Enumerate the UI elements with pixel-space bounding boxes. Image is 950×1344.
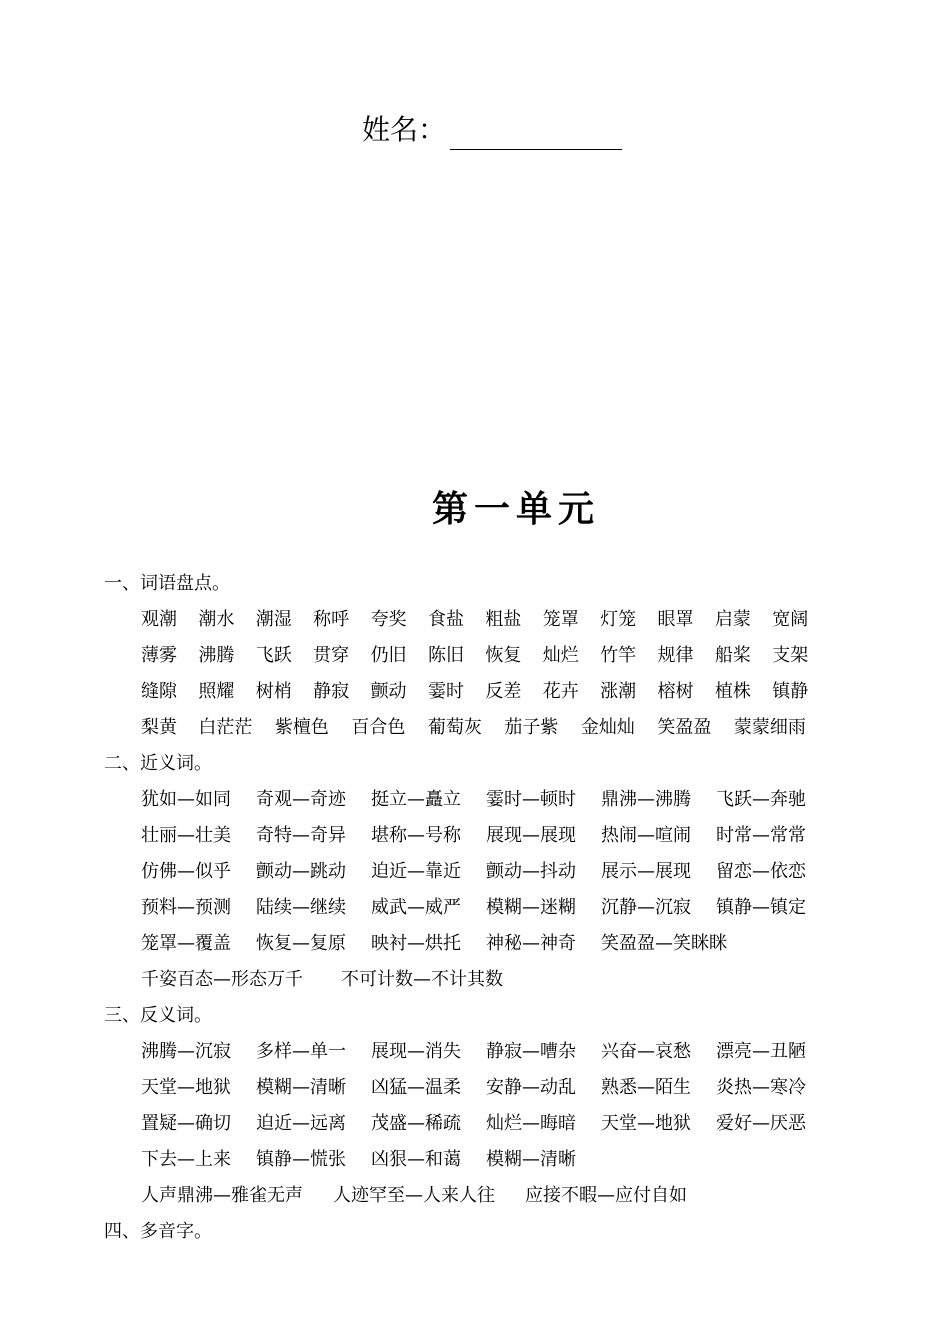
vocab-word: 百合色 [351,717,406,738]
synonym-pair: 霎时—顿时 [486,789,576,810]
vocab-word: 白茫茫 [198,717,253,738]
synonym-pair: 奇观—奇迹 [256,789,346,810]
vocab-word: 粗盐 [485,609,522,630]
section-heading-synonyms: 二、近义词。 [104,753,212,774]
synonym-pair: 堪称—号称 [371,825,461,846]
vocab-word: 反差 [485,681,522,702]
vocab-word: 花卉 [542,681,579,702]
antonym-row [141,1034,808,1070]
vocab-word: 榕树 [657,681,694,702]
vocab-word: 仍旧 [370,645,407,666]
vocab-word: 薄雾 [141,645,177,666]
vocab-word: 镇静 [772,681,809,702]
vocab-word: 静寂 [313,681,350,702]
vocab-word: 笑盈盈 [657,717,712,738]
section-heading-antonyms: 三、反义词。 [104,1005,212,1026]
vocab-word: 贯穿 [313,645,350,666]
antonym-pair: 熟悉—陌生 [601,1077,691,1098]
antonym-pair: 静寂—嘈杂 [486,1041,576,1062]
vocab-word: 紫檀色 [274,717,329,738]
synonym-pair: 笑盈盈—笑眯眯 [601,933,727,954]
synonym-pair: 陆续—继续 [256,897,346,918]
name-blank-line [450,115,622,150]
antonym-row [141,1142,808,1178]
vocab-word: 食盐 [427,609,464,630]
synonym-pair: 犹如—如同 [141,789,231,810]
antonym-pair: 模糊—清晰 [486,1149,576,1170]
vocab-word: 涨潮 [600,681,637,702]
synonym-pair: 壮丽—壮美 [141,825,231,846]
synonym-pair: 预料—预测 [141,897,231,918]
antonym-pair: 兴奋—哀愁 [601,1041,691,1062]
synonym-row [141,782,808,818]
synonym-pair: 千姿百态—形态万千 [141,969,303,990]
synonym-pair: 鼎沸—沸腾 [601,789,691,810]
synonym-pair: 展示—展现 [601,861,691,882]
vocab-word: 植株 [714,681,751,702]
vocab-word: 规律 [657,645,694,666]
synonym-row [141,890,808,926]
synonym-pair: 威武—威严 [371,897,461,918]
antonym-pair: 天堂—地狱 [141,1077,231,1098]
name-label: 姓名： [362,113,447,146]
vocab-word: 笼罩 [542,609,579,630]
vocab-word: 船桨 [714,645,751,666]
synonym-pair: 恢复—复原 [256,933,346,954]
antonym-row [141,1106,808,1142]
vocab-word: 潮湿 [255,609,292,630]
vocab-word: 茄子紫 [504,717,559,738]
vocab-word: 灯笼 [600,609,637,630]
worksheet-content [104,566,808,1250]
vocab-word: 观潮 [141,609,177,630]
vocab-word: 树梢 [255,681,292,702]
antonym-pair: 凶狠—和蔼 [371,1149,461,1170]
synonym-row [141,818,808,854]
synonym-pair: 飞跃—奔驰 [716,789,806,810]
antonym-pair: 炎热—寒冷 [716,1077,806,1098]
synonym-pair: 颤动—抖动 [486,861,576,882]
antonym-pair: 多样—单一 [256,1041,346,1062]
synonym-pair: 沉静—沉寂 [601,897,691,918]
antonym-pair: 人声鼎沸—雅雀无声 [141,1185,303,1206]
synonym-pair: 热闹—喧闹 [601,825,691,846]
antonym-pair: 下去—上来 [141,1149,231,1170]
vocab-word: 称呼 [313,609,350,630]
synonym-pair: 模糊—迷糊 [486,897,576,918]
vocab-word: 照耀 [198,681,235,702]
antonym-pair: 灿烂—晦暗 [486,1113,576,1134]
vocab-word: 沸腾 [198,645,235,666]
vocab-word: 眼罩 [657,609,694,630]
synonym-pair: 仿佛—似乎 [141,861,231,882]
synonym-pair: 展现—展现 [486,825,576,846]
synonym-pair: 神秘—神奇 [486,933,576,954]
vocab-word: 葡萄灰 [427,717,482,738]
antonym-pair: 人迹罕至—人来人往 [333,1185,495,1206]
unit-title: 第一单元 [431,488,600,530]
antonym-pair: 安静—动乱 [486,1077,576,1098]
synonym-pair: 镇静—镇定 [716,897,806,918]
vocab-word: 支架 [772,645,809,666]
antonym-pair: 迫近—远离 [256,1113,346,1134]
synonym-pair: 颤动—跳动 [256,861,346,882]
vocab-word: 梨黄 [141,717,177,738]
synonym-pair: 奇特—奇异 [256,825,346,846]
vocab-word: 金灿灿 [580,717,635,738]
vocab-word: 飞跃 [255,645,292,666]
antonym-pair: 凶猛—温柔 [371,1077,461,1098]
synonym-row [141,926,808,962]
vocab-row [141,602,808,638]
antonym-pair: 置疑—确切 [141,1113,231,1134]
antonym-pair: 应接不暇—应付自如 [525,1185,687,1206]
vocab-word: 缝隙 [141,681,177,702]
vocab-word: 霎时 [427,681,464,702]
antonym-pair: 展现—消失 [371,1041,461,1062]
antonym-pair: 沸腾—沉寂 [141,1041,231,1062]
synonym-pair: 挺立—矗立 [371,789,461,810]
vocab-word: 潮水 [198,609,235,630]
section-heading-polyphones: 四、多音字。 [104,1221,212,1242]
vocab-word: 宽阔 [772,609,809,630]
synonym-pair: 映衬—烘托 [371,933,461,954]
synonym-pair: 迫近—靠近 [371,861,461,882]
vocab-word: 灿烂 [542,645,579,666]
antonym-row [141,1178,808,1214]
vocab-word: 颤动 [370,681,407,702]
synonym-pair: 不可计数—不计其数 [341,969,503,990]
vocab-word: 竹竿 [600,645,637,666]
vocab-word: 夸奖 [370,609,407,630]
antonym-pair: 茂盛—稀疏 [371,1113,461,1134]
vocab-row [141,710,808,746]
antonym-pair: 爱好—厌恶 [716,1113,806,1134]
synonym-pair: 时常—常常 [716,825,806,846]
synonym-pair: 留恋—依恋 [716,861,806,882]
vocab-row [141,638,808,674]
name-field [362,110,622,150]
vocab-word: 蒙蒙细雨 [733,717,806,738]
antonym-pair: 漂亮—丑陋 [716,1041,806,1062]
vocab-word: 启蒙 [714,609,751,630]
antonym-pair: 模糊—清晰 [256,1077,346,1098]
vocab-word: 恢复 [485,645,522,666]
synonym-pair: 笼罩—覆盖 [141,933,231,954]
antonym-pair: 天堂—地狱 [601,1113,691,1134]
vocab-row [141,674,808,710]
antonym-row [141,1070,808,1106]
synonym-row [141,854,808,890]
synonym-row [141,962,808,998]
antonym-pair: 镇静—慌张 [256,1149,346,1170]
section-heading-vocab: 一、词语盘点。 [104,573,230,594]
vocab-word: 陈旧 [427,645,464,666]
